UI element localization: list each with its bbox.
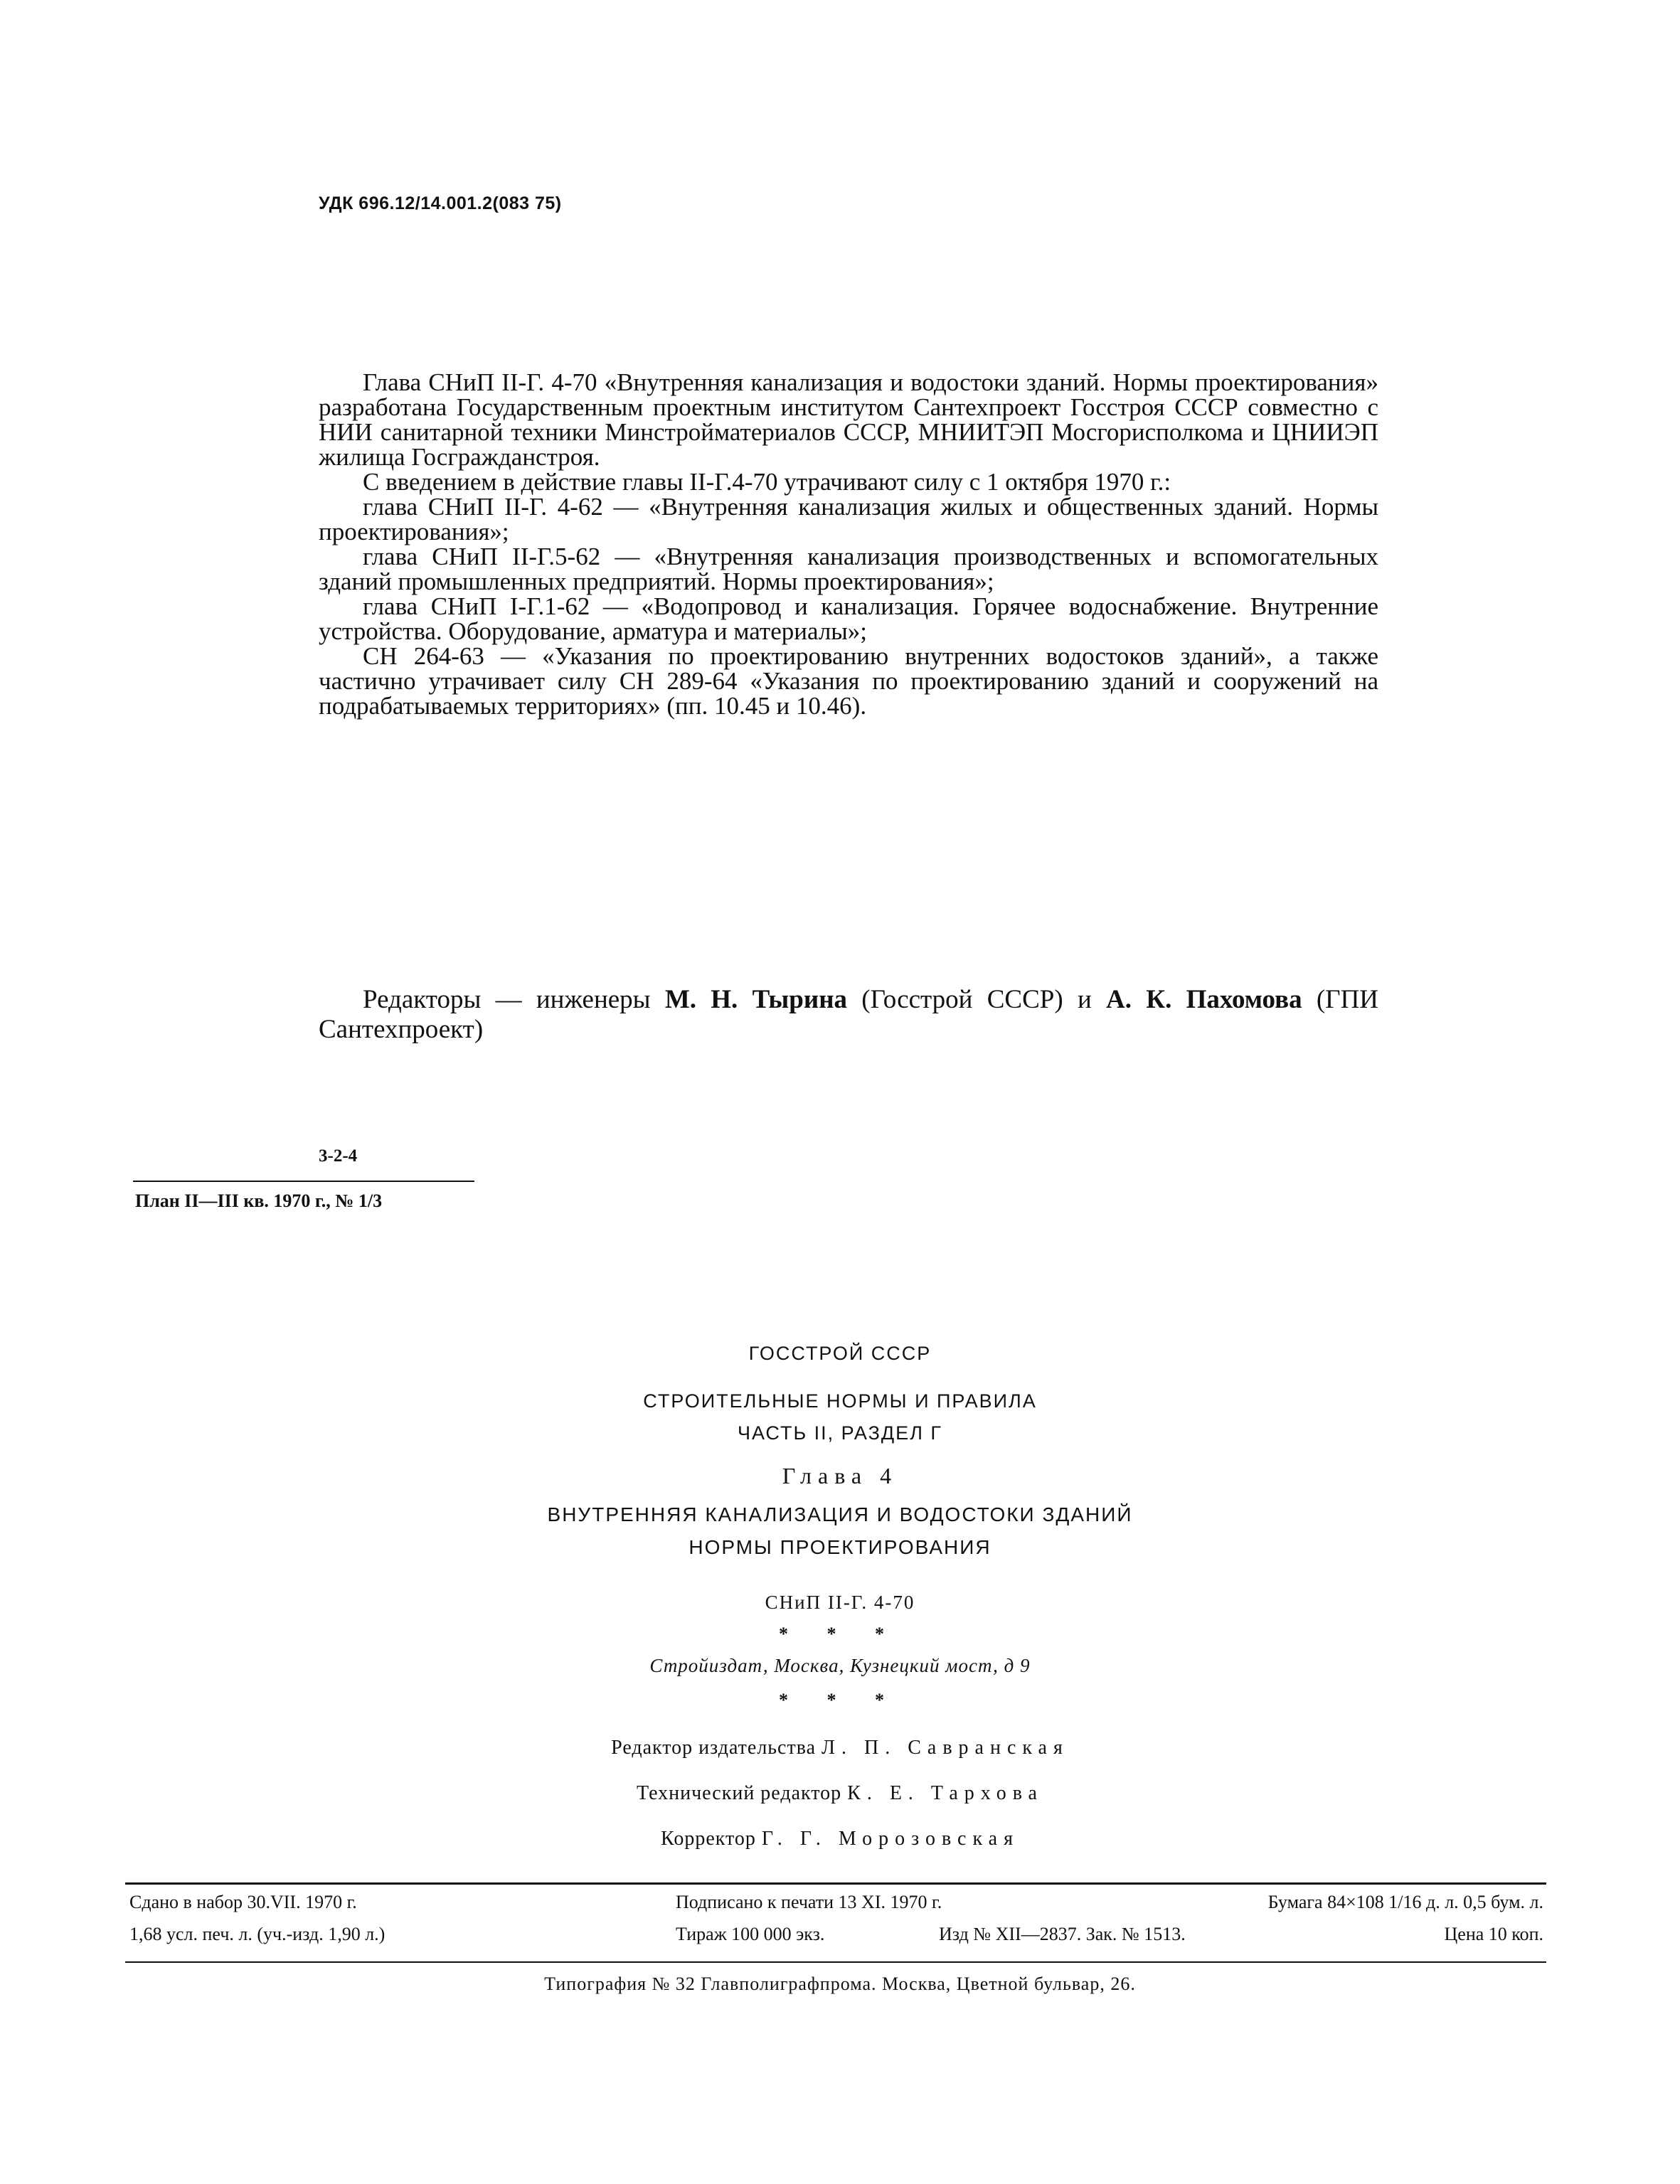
udk-code: УДК 696.12/14.001.2(083 75) xyxy=(319,193,562,213)
staff-line xyxy=(0,1828,1680,1850)
printer-line: Типография № 32 Главполиграфпрома. Москва, Цветной бульвар, 26. xyxy=(544,1973,1136,1994)
imprint-series: СТРОИТЕЛЬНЫЕ НОРМЫ И ПРАВИЛА xyxy=(643,1390,1037,1412)
staff-role: Редактор издательства xyxy=(611,1737,822,1759)
editor-name: А. К. Пахомова xyxy=(1106,985,1302,1014)
publishing-cell: Цена 10 коп. xyxy=(1444,1924,1543,1944)
staff-role: Корректор xyxy=(661,1828,762,1850)
editor-name: М. Н. Тырина xyxy=(664,985,848,1014)
editors-prefix: Редакторы — инженеры xyxy=(363,985,665,1014)
abstract-block xyxy=(319,370,1378,718)
publishing-cell: Тираж 100 000 экз. xyxy=(676,1924,825,1944)
catalog-code: 3-2-4 xyxy=(319,1146,358,1166)
imprint-publisher: Стройиздат, Москва, Кузнецкий мост, д 9 xyxy=(649,1655,1031,1676)
imprint-part: ЧАСТЬ II, РАЗДЕЛ Г xyxy=(737,1422,943,1444)
publishing-cell: Бумага 84×108 1/16 д. л. 0,5 бум. л. xyxy=(1267,1892,1543,1912)
abstract-paragraph: глава СНиП II-Г. 4-62 — «Внутренняя канализация жилых и общественных зданий. Нормы проектирования»; xyxy=(319,493,1378,545)
abstract-paragraph: Глава СНиП II-Г. 4-70 «Внутренняя канализация и водостоки зданий. Нормы проектирования» разработана Государственным проектным институтом Сантехпроект Госстроя СССР совместно с НИИ санитарной техники Минстройматериалов СССР, МНИИТЭП Мосгорисполкома и ЦНИИЭП жилища Госгражданстроя. xyxy=(319,368,1378,471)
abstract-paragraph: глава СНиП II-Г.5-62 — «Внутренняя канализация производственных и вспомогательных зданий промышленных предприятий. Нормы проектирования»; xyxy=(319,543,1378,595)
imprint-snip-code: СНиП II-Г. 4-70 xyxy=(765,1592,915,1613)
editor-org: (Госстрой СССР) и xyxy=(847,985,1107,1014)
editor-org: (ГПИ Сантехпроект) xyxy=(319,985,1379,1044)
imprint-title: ВНУТРЕННЯЯ КАНАЛИЗАЦИЯ И ВОДОСТОКИ ЗДАНИЙ xyxy=(547,1503,1133,1525)
imprint-chapter: Глава 4 xyxy=(782,1463,898,1488)
staff-line xyxy=(0,1782,1680,1805)
imprint-block xyxy=(0,1343,1680,1850)
editors-block xyxy=(319,985,1378,1045)
divider xyxy=(133,1181,474,1182)
publishing-cell: 1,68 усл. печ. л. (уч.-изд. 1,90 л.) xyxy=(129,1924,386,1944)
publishing-cell: Изд № XII—2837. Зак. № 1513. xyxy=(939,1924,1186,1944)
separator-stars: * * * xyxy=(779,1624,901,1644)
publishing-cell: Подписано к печати 13 XI. 1970 г. xyxy=(676,1892,942,1912)
publishing-cell: Сдано в набор 30.VII. 1970 г. xyxy=(129,1892,357,1912)
divider xyxy=(125,1961,1546,1963)
editors-line xyxy=(319,985,1378,1045)
abstract-paragraph: С введением в действие главы II-Г.4-70 утрачивают силу с 1 октября 1970 г.: xyxy=(363,468,1171,496)
staff-name: Г. Г. Морозовская xyxy=(761,1828,1019,1850)
staff-name: К. Е. Тархова xyxy=(847,1782,1043,1804)
staff-line xyxy=(0,1737,1680,1759)
imprint-org: ГОССТРОЙ СССР xyxy=(748,1343,932,1364)
divider xyxy=(125,1882,1546,1885)
abstract-paragraph: глава СНиП I-Г.1-62 — «Водопровод и канализация. Горячее водоснабжение. Внутренние устройства. Оборудование, арматура и материалы»; xyxy=(319,592,1378,645)
imprint-subtitle: НОРМЫ ПРОЕКТИРОВАНИЯ xyxy=(689,1536,991,1558)
staff-name: Л. П. Савранская xyxy=(822,1737,1069,1759)
staff-role: Технический редактор xyxy=(637,1782,848,1804)
publishing-row xyxy=(128,1892,1543,1916)
publishing-row xyxy=(128,1924,1543,1948)
publication-plan: План II—III кв. 1970 г., № 1/3 xyxy=(135,1190,383,1211)
abstract-paragraph: СН 264-63 — «Указания по проектированию внутренних водостоков зданий», а также частично утрачивает силу СН 289-64 «Указания по проектированию зданий и сооружений на подрабатываемых территориях» (пп. 10.45 и 10.46). xyxy=(319,642,1378,720)
separator-stars: * * * xyxy=(779,1690,901,1710)
